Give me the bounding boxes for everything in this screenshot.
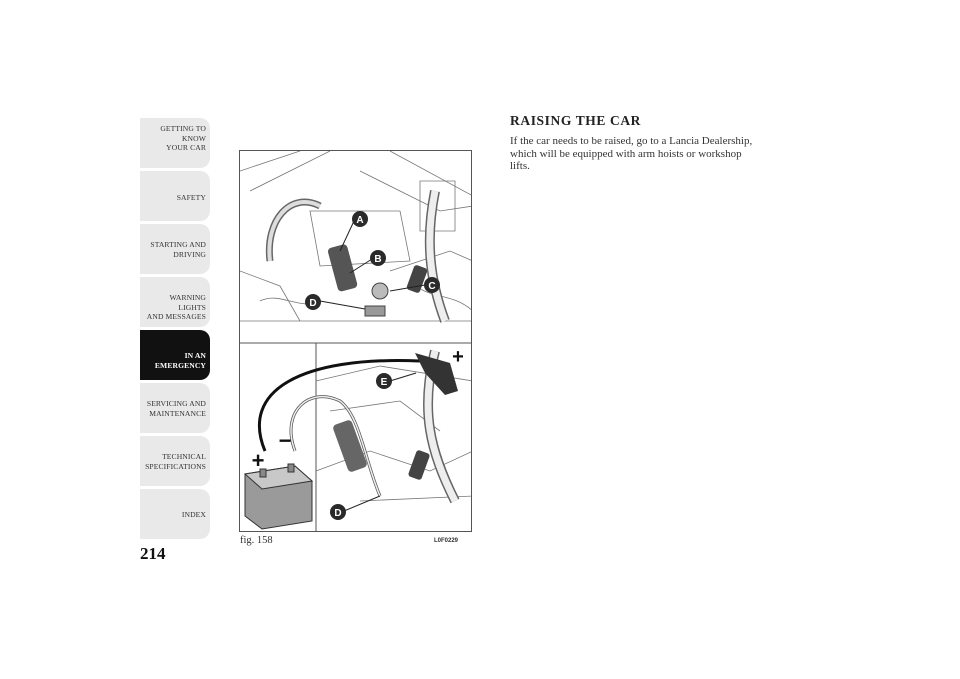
label-d2: D — [334, 508, 342, 519]
tab-in-an-emergency[interactable] — [140, 330, 210, 380]
section-title: RAISING THE CAR — [510, 113, 642, 128]
figure-code: L0F0229 — [434, 538, 459, 544]
tab-label: GETTING TO KNOW YOUR CAR — [160, 124, 206, 152]
tab-technical-specs[interactable] — [140, 436, 210, 486]
tab-label: TECHNICAL SPECIFICATIONS — [145, 452, 206, 471]
label-b: B — [374, 254, 382, 265]
tab-label: STARTING AND DRIVING — [150, 240, 206, 259]
tab-starting-driving[interactable] — [140, 224, 210, 274]
tab-servicing[interactable] — [140, 383, 210, 433]
body-paragraph: If the car needs to be raised, go to a Lancia Dealership, which will be equipped with arm hoists or workshop lifts. — [510, 135, 753, 172]
label-a: A — [356, 215, 364, 226]
tab-label: WARNING LIGHTS AND MESSAGES — [146, 293, 206, 321]
engine-bay-illustration — [240, 151, 472, 532]
minus-sign-battery: − — [278, 428, 292, 453]
tab-index[interactable] — [140, 489, 210, 539]
label-d: D — [309, 298, 317, 309]
tab-label: SERVICING AND MAINTENANCE — [146, 399, 206, 418]
label-e: E — [380, 377, 388, 388]
page-number: 214 — [140, 544, 166, 563]
figure-caption: fig. 158 — [240, 535, 273, 546]
tab-warning-lights[interactable] — [140, 277, 210, 327]
tab-label: SAFETY — [176, 193, 206, 202]
plus-sign-clamp: + — [452, 346, 464, 368]
tab-label: INDEX — [181, 510, 206, 519]
tab-label: IN AN EMERGENCY — [154, 351, 206, 370]
jump-start-figure — [239, 150, 472, 532]
plus-sign-battery: + — [251, 448, 265, 473]
tab-safety[interactable] — [140, 171, 210, 221]
tab-getting-to-know[interactable] — [140, 118, 210, 168]
label-c: C — [428, 281, 436, 292]
